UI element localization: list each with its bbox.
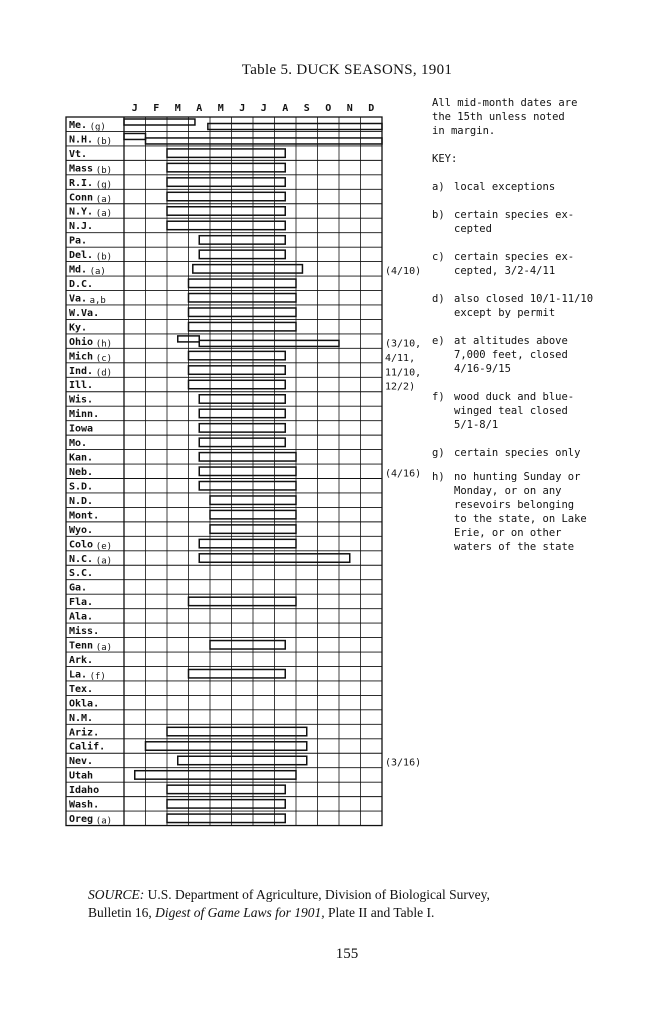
month-label: A: [282, 103, 289, 114]
season-bar: [189, 322, 297, 330]
key-text: [454, 390, 632, 432]
key-text-line: cepted, 3/2-4/11: [454, 265, 556, 277]
state-footnote: (h): [95, 339, 113, 350]
page-number: 155: [335, 946, 359, 962]
key-note: [432, 446, 632, 460]
season-bar: [199, 409, 285, 417]
season-bar: [167, 178, 285, 186]
key-note: [432, 470, 632, 554]
season-bar: [199, 438, 285, 446]
season-bar: [189, 597, 297, 605]
state-label: Mass: [69, 163, 94, 175]
month-label: J: [239, 103, 246, 114]
source-text: Bulletin 16,: [88, 905, 156, 920]
key-text-line: 4/16-9/15: [454, 363, 511, 375]
season-bar: [178, 756, 307, 764]
state-label: S.C.: [69, 568, 94, 580]
source-citation: [88, 886, 618, 922]
season-bar: [146, 138, 383, 144]
key-text-line: waters of the state: [454, 541, 575, 553]
season-bar: [199, 250, 285, 258]
month-label: N: [346, 103, 353, 114]
state-label: N.Y.: [69, 206, 94, 218]
state-label: Fla.: [69, 597, 94, 609]
margin-date: (4/16): [385, 468, 422, 480]
state-label: Ala.: [69, 611, 94, 623]
key-label: KEY:: [432, 153, 458, 165]
month-label: M: [217, 103, 224, 114]
season-bar: [189, 380, 286, 388]
margin-date: 11/10,: [385, 367, 422, 379]
state-label: Oreg: [69, 814, 94, 826]
season-bar: [189, 294, 297, 302]
state-footnote: (a): [95, 209, 113, 220]
month-label: S: [303, 103, 310, 114]
state-label: N.H.: [69, 134, 94, 146]
month-label: O: [325, 103, 332, 114]
key-note: [432, 390, 632, 432]
season-bar: [167, 814, 285, 822]
season-bar: [167, 221, 285, 229]
state-label: Tex.: [69, 683, 94, 695]
state-label: W.Va.: [69, 307, 100, 319]
season-bar: [167, 785, 285, 793]
season-bar: [167, 207, 285, 215]
key-text-line: certain species ex-: [454, 251, 575, 263]
season-bar: [124, 133, 146, 139]
state-label: Mo.: [69, 438, 88, 450]
state-footnote: (e): [95, 541, 113, 552]
state-label: N.C.: [69, 553, 94, 565]
state-footnote: (f): [89, 671, 106, 682]
key-text-line: 5/1-8/1: [454, 419, 499, 431]
key-letter: f): [432, 391, 445, 403]
state-label: D.C.: [69, 279, 94, 291]
month-label: A: [196, 103, 203, 114]
season-bar: [189, 308, 297, 316]
state-label: Ind.: [69, 365, 94, 377]
key-text-line: certain species ex-: [454, 209, 575, 221]
state-label: Tenn: [69, 640, 94, 652]
source-text: U.S. Department of Agriculture, Division of Biological Survey,: [144, 887, 490, 902]
state-label: S.D.: [69, 481, 94, 493]
season-bar: [199, 236, 285, 244]
state-label: Neb.: [69, 467, 94, 478]
key-text-line: also closed 10/1-11/10: [454, 293, 594, 305]
state-label: Mich: [69, 351, 94, 363]
margin-date: 12/2): [385, 381, 416, 393]
state-footnote: (a): [95, 194, 113, 205]
key-letter: e): [432, 335, 445, 347]
season-bar: [199, 467, 296, 475]
season-bar: [199, 424, 285, 432]
state-footnote: (c): [95, 353, 113, 364]
state-label: N.M.: [69, 712, 94, 724]
state-label: Wyo.: [69, 524, 94, 536]
key-note: [432, 208, 632, 236]
state-label: N.J.: [69, 221, 94, 233]
season-bar: [167, 727, 307, 735]
source-text: Plate II and Table I.: [324, 905, 435, 920]
season-bar: [199, 539, 296, 547]
intro-line: in margin.: [432, 125, 496, 137]
state-label: Me.: [69, 119, 88, 131]
season-bar: [167, 149, 285, 157]
margin-date: (4/10): [385, 266, 422, 278]
state-footnote: (b): [95, 165, 113, 176]
key-text: [454, 334, 632, 376]
state-footnote: (g): [95, 180, 113, 191]
season-bar: [210, 641, 285, 649]
key-notes: [432, 96, 632, 554]
state-label: Ariz.: [69, 727, 100, 739]
key-letter: b): [432, 209, 445, 221]
source-label: SOURCE:: [88, 887, 145, 902]
state-footnote: (a): [95, 643, 113, 654]
season-bar: [189, 351, 286, 359]
season-bar: [189, 279, 297, 287]
table-title: Table 5. DUCK SEASONS, 1901: [241, 62, 453, 78]
state-label: Ill.: [69, 380, 94, 392]
key-text-line: at altitudes above: [454, 335, 568, 347]
state-label: Md.: [69, 264, 88, 276]
season-bar: [199, 395, 285, 403]
key-text-line: local exceptions: [454, 181, 556, 193]
key-text-line: Erie, or on other: [454, 527, 562, 539]
intro-line: All mid-month dates are: [432, 97, 578, 109]
key-text-line: except by permit: [454, 307, 556, 319]
state-label: Miss.: [69, 626, 100, 638]
state-label: R.I.: [69, 177, 94, 189]
state-label: Calif.: [69, 741, 106, 753]
key-letter: h): [432, 471, 445, 483]
state-label: Nev.: [69, 756, 94, 768]
state-label: Wis.: [69, 394, 94, 406]
season-bar: [189, 669, 286, 677]
season-bar: [199, 340, 339, 346]
state-footnote: (a): [95, 556, 113, 567]
state-label: Wash.: [69, 799, 100, 811]
state-footnote: (a): [89, 267, 106, 278]
key-text-line: Monday, or on any: [454, 485, 562, 497]
season-bar: [167, 163, 285, 171]
season-bar: [124, 119, 195, 125]
key-note: [432, 334, 632, 376]
state-label: Vt.: [69, 148, 88, 160]
key-note: [432, 180, 632, 194]
season-bar: [199, 453, 296, 461]
state-label: La.: [69, 669, 88, 681]
state-label: Okla.: [69, 698, 100, 710]
state-label: Ga.: [69, 582, 88, 594]
state-label: Va.: [69, 293, 88, 305]
key-text: [454, 208, 632, 236]
state-footnote: (b): [95, 252, 113, 263]
state-label: Ky.: [69, 322, 88, 334]
state-footnote: (g): [89, 122, 106, 133]
key-text-line: resevoirs belonging: [454, 499, 575, 511]
intro-line: the 15th unless noted: [432, 111, 565, 123]
key-note: [432, 250, 632, 278]
key-letter: g): [432, 447, 445, 459]
margin-date: (3/10,: [385, 338, 422, 350]
season-bar: [199, 482, 296, 490]
key-text-line: wood duck and blue-: [454, 391, 575, 403]
key-letter: c): [432, 251, 445, 263]
key-text: [454, 292, 632, 320]
margin-date: 4/11,: [385, 352, 416, 364]
key-text: [454, 180, 632, 194]
key-text-line: winged teal closed: [454, 405, 568, 417]
state-label: Ark.: [69, 654, 94, 666]
season-bar: [135, 771, 296, 779]
key-text: [454, 470, 632, 554]
state-footnote: (b): [95, 136, 113, 147]
state-footnote: (a): [95, 816, 113, 827]
key-text-line: cepted: [454, 223, 492, 235]
key-items: [432, 180, 632, 554]
season-bar: [189, 366, 286, 374]
margin-date: (3/16): [385, 757, 422, 769]
month-label: F: [153, 103, 160, 114]
season-bar: [167, 800, 285, 808]
month-label: M: [174, 103, 181, 114]
key-text-line: to the state, on Lake: [454, 513, 587, 525]
month-label: D: [368, 103, 375, 114]
season-bar: [208, 124, 382, 130]
month-label: J: [260, 103, 267, 114]
state-label: Kan.: [69, 452, 94, 464]
key-text-line: certain species only: [454, 447, 581, 459]
state-label: Pa.: [69, 235, 88, 247]
state-footnote: (d): [95, 368, 113, 379]
key-letter: d): [432, 293, 445, 305]
state-footnote: a,b: [89, 295, 106, 306]
state-label: Iowa: [69, 423, 94, 435]
state-label: Idaho: [69, 785, 100, 797]
season-bar: [146, 742, 307, 750]
season-bar: [193, 265, 303, 273]
state-label: Colo: [69, 539, 94, 551]
state-label: Utah: [69, 770, 94, 782]
state-label: Del.: [69, 250, 94, 262]
key-text-line: 7,000 feet, closed: [454, 349, 568, 361]
key-text: [454, 250, 632, 278]
table-frame: [66, 117, 382, 826]
key-text-line: no hunting Sunday or: [454, 471, 581, 483]
key-text: [454, 446, 632, 460]
key-letter: a): [432, 181, 445, 193]
source-publication: Digest of Game Laws for 1901,: [155, 905, 325, 920]
state-label: Conn: [69, 192, 94, 204]
key-note: [432, 292, 632, 320]
season-bar: [167, 192, 285, 200]
state-label: Mont.: [69, 510, 100, 522]
state-label: Minn.: [69, 409, 100, 421]
state-label: N.D.: [69, 495, 94, 507]
state-label: Ohio: [69, 336, 94, 348]
month-label: J: [131, 103, 138, 114]
